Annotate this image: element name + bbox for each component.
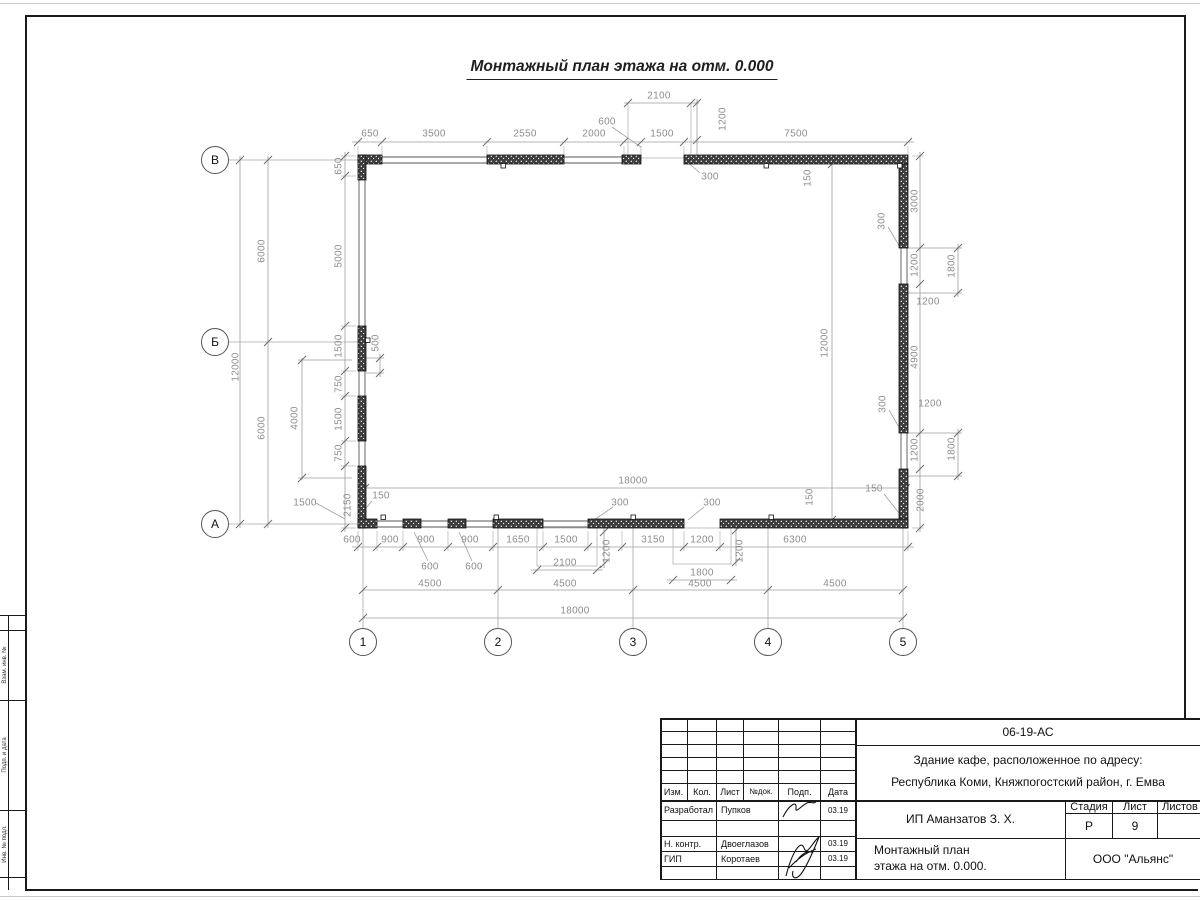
dim-label: 1500	[554, 534, 578, 546]
axis-bubble-2: 2	[484, 628, 512, 656]
dim-label: 650	[361, 128, 379, 140]
row-date: 03.19	[827, 839, 849, 848]
dim-label: 1800	[946, 437, 958, 461]
dim-label: 1200	[909, 253, 921, 277]
row-role: Разработал	[664, 805, 713, 815]
dim-label: 2000	[582, 128, 606, 140]
dim-label: 4500	[418, 578, 442, 590]
dim-label: 3000	[909, 189, 921, 213]
dim-label: 6000	[256, 239, 268, 263]
company-name: ООО "Альянс"	[1092, 852, 1174, 866]
dim-label: 2550	[513, 128, 537, 140]
row-role: ГИП	[664, 853, 682, 864]
dim-label: 1200	[916, 296, 940, 308]
project-address-1: Здание кафе, расположенное по адресу:	[913, 753, 1143, 767]
dim-label: 2000	[915, 488, 927, 512]
col-podp: Подп.	[787, 786, 812, 797]
dim-label: 1200	[690, 534, 714, 546]
col-ndoc: №док.	[749, 787, 773, 796]
axis-bubble-5: 5	[889, 628, 917, 656]
dim-label: 1800	[946, 254, 958, 278]
drawing-title: Монтажный план этажа на отм. 0.000	[466, 58, 777, 80]
dim-label: 1650	[506, 534, 530, 546]
drawing-name-2: этажа на отм. 0.000.	[874, 858, 987, 873]
dim-label: 6000	[256, 416, 268, 440]
dim-label: 5000	[333, 244, 345, 268]
dim-label: 150	[865, 483, 883, 495]
dim-label: 1200	[601, 539, 613, 563]
dim-label: 1500	[293, 497, 317, 509]
col-izm: Изм.	[663, 786, 684, 797]
dim-label: 600	[598, 116, 616, 128]
row-name: Коротаев	[721, 853, 760, 864]
dim-label: 18000	[560, 605, 590, 617]
dim-label: 1200	[717, 107, 729, 131]
dim-label: 3500	[422, 128, 446, 140]
row-date: 03.19	[827, 805, 849, 815]
row-name: Пупков	[721, 805, 751, 815]
dim-label: 900	[461, 534, 479, 546]
dim-label: 6300	[783, 534, 807, 546]
dim-label: 4000	[289, 406, 301, 430]
axis-bubble-3: 3	[619, 628, 647, 656]
dim-label: 900	[417, 534, 435, 546]
row-role: Н. контр.	[664, 838, 702, 849]
canopy-outline	[673, 528, 731, 564]
axis-bubble-А: А	[201, 510, 229, 538]
dim-label: 7500	[784, 128, 808, 140]
dim-label: 2150	[342, 493, 354, 517]
dim-label: 1500	[333, 407, 345, 431]
axis-bubble-1: 1	[349, 628, 377, 656]
dim-label: 500	[370, 334, 382, 352]
dim-label: 150	[802, 169, 814, 187]
dim-label: 4500	[823, 578, 847, 590]
strip-label: Инв. № подл.	[2, 825, 8, 863]
dim-label: 1200	[909, 438, 921, 462]
axis-bubble-Б: Б	[201, 328, 229, 356]
dim-label: 4500	[688, 578, 712, 590]
dim-label: 1200	[918, 398, 942, 410]
strip-label: Взам. инв. №	[2, 646, 8, 684]
sheet-value: 9	[1131, 819, 1139, 833]
axis-bubble-4: 4	[754, 628, 782, 656]
dim-label: 1200	[734, 539, 746, 563]
col-kol: Кол.	[693, 786, 711, 797]
dim-label: 4500	[553, 578, 577, 590]
dim-label: 12000	[230, 352, 242, 382]
sheets-value	[1158, 814, 1200, 838]
sheets-header: Листов	[1162, 800, 1198, 813]
strip-label: Подп. и дата	[2, 737, 8, 773]
row-name: Двоеглазов	[721, 838, 769, 849]
dim-label: 600	[421, 561, 439, 573]
axis-bubble-В: В	[201, 146, 229, 174]
dim-label: 1500	[650, 128, 674, 140]
dim-label: 300	[703, 497, 721, 509]
dim-label: 750	[333, 375, 345, 393]
dim-label: 12000	[819, 328, 831, 358]
dim-label: 300	[876, 212, 888, 230]
stage-value: Р	[1084, 819, 1093, 833]
dim-label: 1800	[690, 567, 714, 579]
row-date: 03.19	[827, 854, 849, 863]
dim-label: 4900	[909, 345, 921, 369]
dim-label: 18000	[618, 475, 648, 487]
dim-label: 600	[343, 534, 361, 546]
dim-label: 300	[701, 171, 719, 183]
dim-label: 600	[465, 561, 483, 573]
drawing-name-1: Монтажный план	[874, 842, 970, 857]
dim-label: 900	[381, 534, 399, 546]
client-name: ИП Аманзатов З. Х.	[905, 812, 1016, 826]
extension-lines	[341, 146, 924, 551]
dim-label: 150	[372, 490, 390, 502]
dim-label: 2100	[553, 557, 577, 569]
dim-label: 3150	[641, 534, 665, 546]
col-data: Дата	[828, 786, 848, 797]
dim-label: 650	[333, 157, 345, 175]
col-list: Лист	[720, 786, 740, 797]
dim-label: 1500	[333, 334, 345, 358]
stage-header: Стадия	[1070, 800, 1108, 813]
doc-number: 06-19-АС	[1002, 724, 1054, 739]
project-address-2: Республика Коми, Княжпогостский район, г. Емва	[891, 775, 1165, 789]
dim-label: 300	[877, 395, 889, 413]
dim-label: 2100	[647, 90, 671, 102]
dim-label: 300	[611, 497, 629, 509]
dim-label: 150	[804, 488, 816, 506]
sheet-header: Лист	[1123, 800, 1147, 813]
dim-label: 750	[333, 444, 345, 462]
title-block	[660, 718, 1200, 880]
